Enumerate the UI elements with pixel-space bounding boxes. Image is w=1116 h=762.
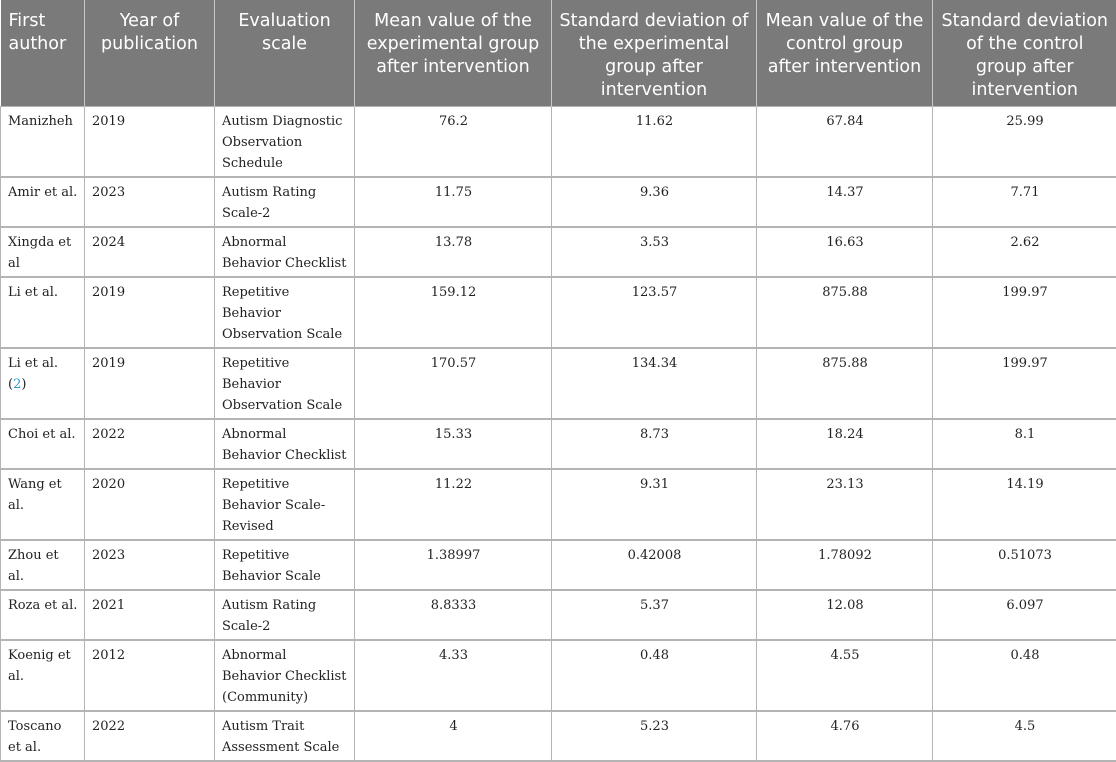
author-text: Li et al. <box>8 285 58 300</box>
cell-evaluation-scale: Repetitive Behavior Observation Scale <box>215 277 355 348</box>
cell-evaluation-scale: Repetitive Behavior Scale-Revised <box>215 469 355 540</box>
cell-exp-sd: 8.73 <box>552 419 757 469</box>
cell-exp-sd: 0.48 <box>552 640 757 711</box>
cell-first-author <box>1 227 85 277</box>
cell-year: 2022 <box>85 419 215 469</box>
table-row <box>1 469 1116 540</box>
cell-evaluation-scale: Abnormal Behavior Checklist (Community) <box>215 640 355 711</box>
header-year: Year of publication <box>85 0 215 107</box>
table-row <box>1 177 1116 227</box>
cell-first-author <box>1 277 85 348</box>
cell-evaluation-scale: Autism Rating Scale-2 <box>215 590 355 640</box>
cell-exp-mean: 4.33 <box>355 640 552 711</box>
cell-ctrl-sd: 7.71 <box>933 177 1116 227</box>
cell-exp-sd: 5.23 <box>552 711 757 761</box>
header-exp-sd: Standard deviation of the experimental group after intervention <box>552 0 757 107</box>
table-row <box>1 590 1116 640</box>
cell-first-author: Li et al. (2) <box>1 348 85 419</box>
cell-year: 2022 <box>85 711 215 761</box>
cell-ctrl-sd: 199.97 <box>933 277 1116 348</box>
table-row <box>1 348 1116 419</box>
cell-exp-mean: 8.8333 <box>355 590 552 640</box>
cell-evaluation-scale: Repetitive Behavior Observation Scale <box>215 348 355 419</box>
cell-ctrl-mean: 875.88 <box>757 277 933 348</box>
cell-evaluation-scale: Repetitive Behavior Scale <box>215 540 355 590</box>
cell-year: 2023 <box>85 177 215 227</box>
cell-year: 2021 <box>85 590 215 640</box>
header-first-author: First author <box>1 0 85 107</box>
cell-evaluation-scale: Abnormal Behavior Checklist <box>215 227 355 277</box>
cell-ctrl-sd: 199.97 <box>933 348 1116 419</box>
cell-year: 2024 <box>85 227 215 277</box>
cell-ctrl-mean: 14.37 <box>757 177 933 227</box>
cell-exp-sd: 11.62 <box>552 107 757 178</box>
author-text: Toscano et al. <box>8 719 61 755</box>
table-row <box>1 227 1116 277</box>
table-row <box>1 640 1116 711</box>
cell-exp-sd: 123.57 <box>552 277 757 348</box>
cell-ctrl-sd: 0.48 <box>933 640 1116 711</box>
cell-ctrl-sd: 2.62 <box>933 227 1116 277</box>
cell-exp-sd: 9.31 <box>552 469 757 540</box>
cell-evaluation-scale: Abnormal Behavior Checklist <box>215 419 355 469</box>
cell-first-author <box>1 711 85 761</box>
cell-first-author <box>1 640 85 711</box>
header-exp-mean: Mean value of the experimental group after intervention <box>355 0 552 107</box>
cell-first-author <box>1 177 85 227</box>
cell-ctrl-mean: 23.13 <box>757 469 933 540</box>
cell-first-author <box>1 419 85 469</box>
cell-year: 2019 <box>85 107 215 178</box>
cell-ctrl-sd: 25.99 <box>933 107 1116 178</box>
table-row <box>1 419 1116 469</box>
reference-link[interactable]: 2 <box>13 377 21 392</box>
author-text: Choi et al. <box>8 427 76 442</box>
cell-exp-sd: 3.53 <box>552 227 757 277</box>
cell-ctrl-mean: 16.63 <box>757 227 933 277</box>
table-row <box>1 107 1116 178</box>
cell-exp-mean: 1.38997 <box>355 540 552 590</box>
cell-exp-mean: 76.2 <box>355 107 552 178</box>
author-text: Koenig et al. <box>8 648 71 684</box>
cell-first-author <box>1 590 85 640</box>
cell-ctrl-sd: 8.1 <box>933 419 1116 469</box>
cell-exp-mean: 4 <box>355 711 552 761</box>
cell-exp-mean: 15.33 <box>355 419 552 469</box>
cell-evaluation-scale: Autism Trait Assessment Scale <box>215 711 355 761</box>
cell-year: 2019 <box>85 277 215 348</box>
cell-exp-sd: 5.37 <box>552 590 757 640</box>
cell-ctrl-mean: 12.08 <box>757 590 933 640</box>
table-row <box>1 540 1116 590</box>
cell-year: 2012 <box>85 640 215 711</box>
cell-ctrl-mean: 4.55 <box>757 640 933 711</box>
author-text: Amir et al. <box>8 185 77 200</box>
author-text: Roza et al. <box>8 598 77 613</box>
author-text: Li et al. ( <box>8 356 58 392</box>
header-row <box>1 0 1116 107</box>
cell-evaluation-scale: Autism Rating Scale-2 <box>215 177 355 227</box>
cell-ctrl-sd: 6.097 <box>933 590 1116 640</box>
cell-ctrl-mean: 67.84 <box>757 107 933 178</box>
header-scale: Evaluation scale <box>215 0 355 107</box>
table-row <box>1 277 1116 348</box>
author-text: Xingda et al <box>8 235 71 271</box>
cell-ctrl-mean: 1.78092 <box>757 540 933 590</box>
cell-exp-sd: 134.34 <box>552 348 757 419</box>
author-text: Manizheh <box>8 114 73 129</box>
cell-first-author <box>1 469 85 540</box>
cell-exp-mean: 11.75 <box>355 177 552 227</box>
cell-ctrl-mean: 4.76 <box>757 711 933 761</box>
cell-exp-sd: 0.42008 <box>552 540 757 590</box>
cell-first-author <box>1 540 85 590</box>
cell-year: 2019 <box>85 348 215 419</box>
header-ctrl-mean: Mean value of the control group after intervention <box>757 0 933 107</box>
cell-ctrl-mean: 18.24 <box>757 419 933 469</box>
cell-ctrl-sd: 14.19 <box>933 469 1116 540</box>
cell-evaluation-scale: Autism Diagnostic Observation Schedule <box>215 107 355 178</box>
table-row <box>1 711 1116 761</box>
cell-exp-mean: 170.57 <box>355 348 552 419</box>
cell-ctrl-mean: 875.88 <box>757 348 933 419</box>
header-ctrl-sd: Standard deviation of the control group after intervention <box>933 0 1116 107</box>
cell-exp-mean: 159.12 <box>355 277 552 348</box>
cell-ctrl-sd: 0.51073 <box>933 540 1116 590</box>
cell-first-author <box>1 107 85 178</box>
cell-year: 2023 <box>85 540 215 590</box>
cell-ctrl-sd: 4.5 <box>933 711 1116 761</box>
cell-exp-mean: 11.22 <box>355 469 552 540</box>
cell-exp-sd: 9.36 <box>552 177 757 227</box>
author-text: Wang et al. <box>8 477 62 513</box>
author-text: Zhou et al. <box>8 548 59 584</box>
cell-year: 2020 <box>85 469 215 540</box>
cell-exp-mean: 13.78 <box>355 227 552 277</box>
